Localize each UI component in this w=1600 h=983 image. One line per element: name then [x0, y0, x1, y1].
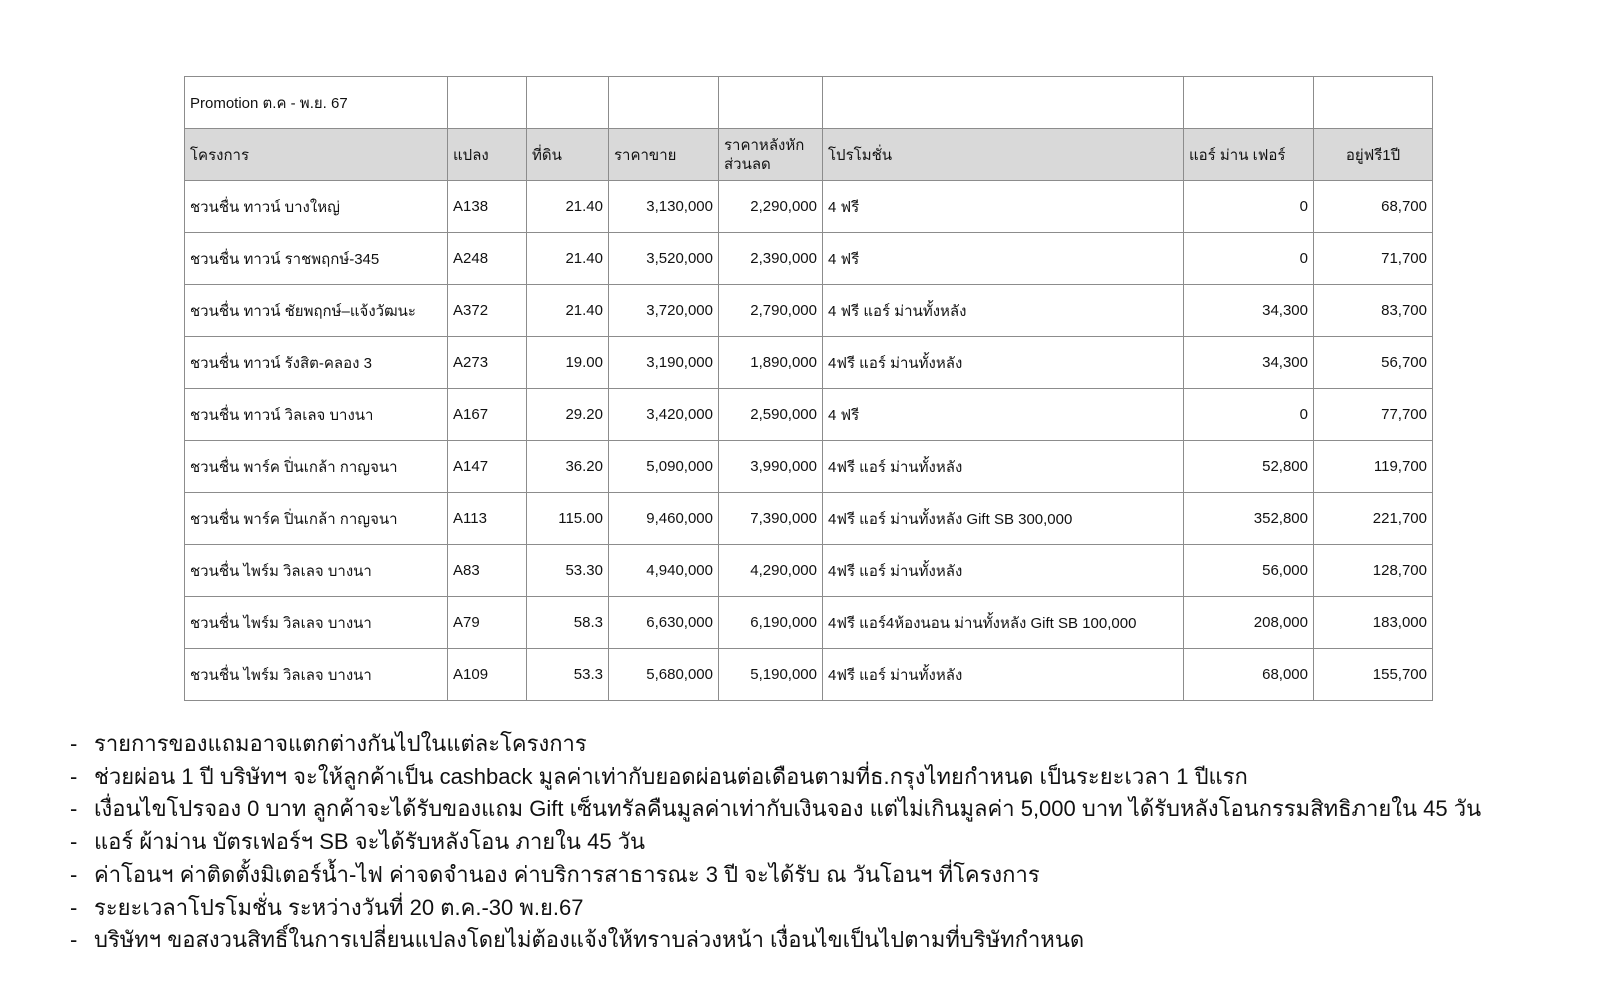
cell-land: 36.20: [527, 441, 609, 493]
note-item: [70, 924, 1481, 957]
header-price: ราคาขาย: [609, 129, 719, 181]
cell-price: 3,720,000: [609, 285, 719, 337]
note-bullet: -: [70, 731, 78, 756]
cell-price: 3,190,000: [609, 337, 719, 389]
note-text: เงื่อนไขโปรจอง 0 บาท ลูกค้าจะได้รับของแถม Gift เซ็นทรัลคืนมูลค่าเท่ากับเงินจอง แต่ไม่เกินมูลค่า 5,000 บาท ได้รับหลังโอนกรรมสิทธิภายใน 45 วัน: [94, 796, 1482, 822]
cell-plot: A109: [448, 649, 527, 701]
cell-promotion: 4 ฟรี: [823, 181, 1184, 233]
table-row: [185, 597, 1433, 649]
cell-land: 53.3: [527, 649, 609, 701]
cell-free-stay: 155,700: [1314, 649, 1433, 701]
cell-promotion: 4ฟรี แอร์ ม่านทั้งหลัง: [823, 441, 1184, 493]
cell-promotion: 4ฟรี แอร์4ห้องนอน ม่านทั้งหลัง Gift SB 100,000: [823, 597, 1184, 649]
cell-ac-curtain-furniture: 34,300: [1184, 285, 1314, 337]
cell-promotion: 4 ฟรี แอร์ ม่านทั้งหลัง: [823, 285, 1184, 337]
header-project: โครงการ: [185, 129, 448, 181]
cell-ac-curtain-furniture: 0: [1184, 389, 1314, 441]
header-promotion: โปรโมชั่น: [823, 129, 1184, 181]
cell-ac-curtain-furniture: 0: [1184, 233, 1314, 285]
promotion-table: [184, 76, 1433, 701]
cell-net-price: 4,290,000: [719, 545, 823, 597]
cell-net-price: 7,390,000: [719, 493, 823, 545]
note-bullet: -: [70, 927, 78, 953]
cell-price: 5,680,000: [609, 649, 719, 701]
note-item: [70, 892, 1481, 925]
table-title-row: [185, 77, 1433, 129]
note-text: รายการของแถมอาจแตกต่างกันไปในแต่ละโครงการ: [94, 731, 587, 756]
cell-ac-curtain-furniture: 208,000: [1184, 597, 1314, 649]
cell-free-stay: 68,700: [1314, 181, 1433, 233]
cell-plot: A147: [448, 441, 527, 493]
cell-price: 3,520,000: [609, 233, 719, 285]
cell-project: ชวนชื่น ทาวน์ บางใหญ่: [185, 181, 448, 233]
cell-promotion: 4ฟรี แอร์ ม่านทั้งหลัง: [823, 337, 1184, 389]
cell-plot: A79: [448, 597, 527, 649]
cell-price: 5,090,000: [609, 441, 719, 493]
note-item: [70, 826, 1481, 859]
cell-plot: A138: [448, 181, 527, 233]
cell-project: ชวนชื่น พาร์ค ปิ่นเกล้า กาญจนา: [185, 441, 448, 493]
cell-ac-curtain-furniture: 52,800: [1184, 441, 1314, 493]
note-text: ระยะเวลาโปรโมชั่น ระหว่างวันที่ 20 ต.ค.-30 พ.ย.67: [94, 894, 584, 920]
cell-ac-curtain-furniture: 56,000: [1184, 545, 1314, 597]
table-row: [185, 285, 1433, 337]
note-item: [70, 761, 1481, 794]
cell-price: 3,130,000: [609, 181, 719, 233]
header-free-stay: อยู่ฟรี1ปี: [1314, 129, 1433, 181]
cell-net-price: 5,190,000: [719, 649, 823, 701]
cell-project: ชวนชื่น ทาวน์ ราชพฤกษ์-345: [185, 233, 448, 285]
cell-plot: A248: [448, 233, 527, 285]
cell-plot: A83: [448, 545, 527, 597]
cell-land: 53.30: [527, 545, 609, 597]
cell-free-stay: 56,700: [1314, 337, 1433, 389]
cell-promotion: 4 ฟรี: [823, 389, 1184, 441]
cell-net-price: 2,290,000: [719, 181, 823, 233]
cell-free-stay: 77,700: [1314, 389, 1433, 441]
note-text: แอร์ ผ้าม่าน บัตรเฟอร์ฯ SB จะได้รับหลังโอน ภายใน 45 วัน: [94, 829, 646, 855]
note-bullet: -: [70, 796, 78, 822]
cell-promotion: 4ฟรี แอร์ ม่านทั้งหลัง: [823, 649, 1184, 701]
note-item: [70, 728, 1481, 761]
note-item: [70, 859, 1481, 892]
cell-project: ชวนชื่น ทาวน์ รังสิต-คลอง 3: [185, 337, 448, 389]
cell-net-price: 3,990,000: [719, 441, 823, 493]
table-row: [185, 545, 1433, 597]
cell-price: 3,420,000: [609, 389, 719, 441]
note-bullet: -: [70, 763, 78, 789]
note-text: ค่าโอนฯ ค่าติดตั้งมิเตอร์น้ำ-ไฟ ค่าจดจำนอง ค่าบริการสาธารณะ 3 ปี จะได้รับ ณ วันโอนฯ ที่โครงการ: [94, 861, 1040, 887]
cell-project: ชวนชื่น ไพร์ม วิลเลจ บางนา: [185, 597, 448, 649]
note-bullet: -: [70, 894, 78, 920]
cell-plot: A167: [448, 389, 527, 441]
table-body: [185, 77, 1433, 701]
cell-net-price: 1,890,000: [719, 337, 823, 389]
cell-net-price: 6,190,000: [719, 597, 823, 649]
cell-plot: A273: [448, 337, 527, 389]
cell-free-stay: 128,700: [1314, 545, 1433, 597]
cell-net-price: 2,790,000: [719, 285, 823, 337]
cell-land: 21.40: [527, 285, 609, 337]
cell-plot: A113: [448, 493, 527, 545]
cell-ac-curtain-furniture: 0: [1184, 181, 1314, 233]
note-item: [70, 793, 1481, 826]
cell-land: 115.00: [527, 493, 609, 545]
cell-price: 9,460,000: [609, 493, 719, 545]
table-row: [185, 233, 1433, 285]
note-bullet: -: [70, 829, 78, 855]
cell-ac-curtain-furniture: 352,800: [1184, 493, 1314, 545]
cell-free-stay: 71,700: [1314, 233, 1433, 285]
cell-promotion: 4ฟรี แอร์ ม่านทั้งหลัง Gift SB 300,000: [823, 493, 1184, 545]
header-plot: แปลง: [448, 129, 527, 181]
table-row: [185, 649, 1433, 701]
cell-land: 58.3: [527, 597, 609, 649]
table-row: [185, 493, 1433, 545]
note-text: บริษัทฯ ขอสงวนสิทธิ์ในการเปลี่ยนแปลงโดยไม่ต้องแจ้งให้ทราบล่วงหน้า เงื่อนไขเป็นไปตามที่บริษัทกำหนด: [94, 927, 1085, 953]
cell-free-stay: 221,700: [1314, 493, 1433, 545]
header-net-price: ราคาหลังหัก ส่วนลด: [719, 129, 823, 181]
cell-net-price: 2,590,000: [719, 389, 823, 441]
cell-project: ชวนชื่น ไพร์ม วิลเลจ บางนา: [185, 649, 448, 701]
cell-land: 21.40: [527, 181, 609, 233]
cell-ac-curtain-furniture: 34,300: [1184, 337, 1314, 389]
header-land: ที่ดิน: [527, 129, 609, 181]
table-row: [185, 337, 1433, 389]
cell-plot: A372: [448, 285, 527, 337]
table-row: [185, 441, 1433, 493]
cell-project: ชวนชื่น พาร์ค ปิ่นเกล้า กาญจนา: [185, 493, 448, 545]
cell-project: ชวนชื่น ทาวน์ วิลเลจ บางนา: [185, 389, 448, 441]
table-row: [185, 181, 1433, 233]
table-header-row: [185, 129, 1433, 181]
header-ac-curtain-furniture: แอร์ ม่าน เฟอร์: [1184, 129, 1314, 181]
cell-project: ชวนชื่น ไพร์ม วิลเลจ บางนา: [185, 545, 448, 597]
cell-promotion: 4ฟรี แอร์ ม่านทั้งหลัง: [823, 545, 1184, 597]
note-text: ช่วยผ่อน 1 ปี บริษัทฯ จะให้ลูกค้าเป็น cashback มูลค่าเท่ากับยอดผ่อนต่อเดือนตามที่ธ.กรุงไทยกำหนด เป็นระยะเวลา 1 ปีแรก: [94, 763, 1248, 789]
cell-net-price: 2,390,000: [719, 233, 823, 285]
cell-free-stay: 119,700: [1314, 441, 1433, 493]
cell-free-stay: 83,700: [1314, 285, 1433, 337]
cell-price: 4,940,000: [609, 545, 719, 597]
cell-price: 6,630,000: [609, 597, 719, 649]
cell-land: 19.00: [527, 337, 609, 389]
cell-project: ชวนชื่น ทาวน์ ชัยพฤกษ์–แจ้งวัฒนะ: [185, 285, 448, 337]
notes-list: [70, 728, 1481, 957]
table-row: [185, 389, 1433, 441]
cell-promotion: 4 ฟรี: [823, 233, 1184, 285]
cell-ac-curtain-furniture: 68,000: [1184, 649, 1314, 701]
cell-land: 21.40: [527, 233, 609, 285]
cell-free-stay: 183,000: [1314, 597, 1433, 649]
cell-land: 29.20: [527, 389, 609, 441]
note-bullet: -: [70, 861, 78, 887]
table-title: Promotion ต.ค - พ.ย. 67: [185, 77, 448, 129]
